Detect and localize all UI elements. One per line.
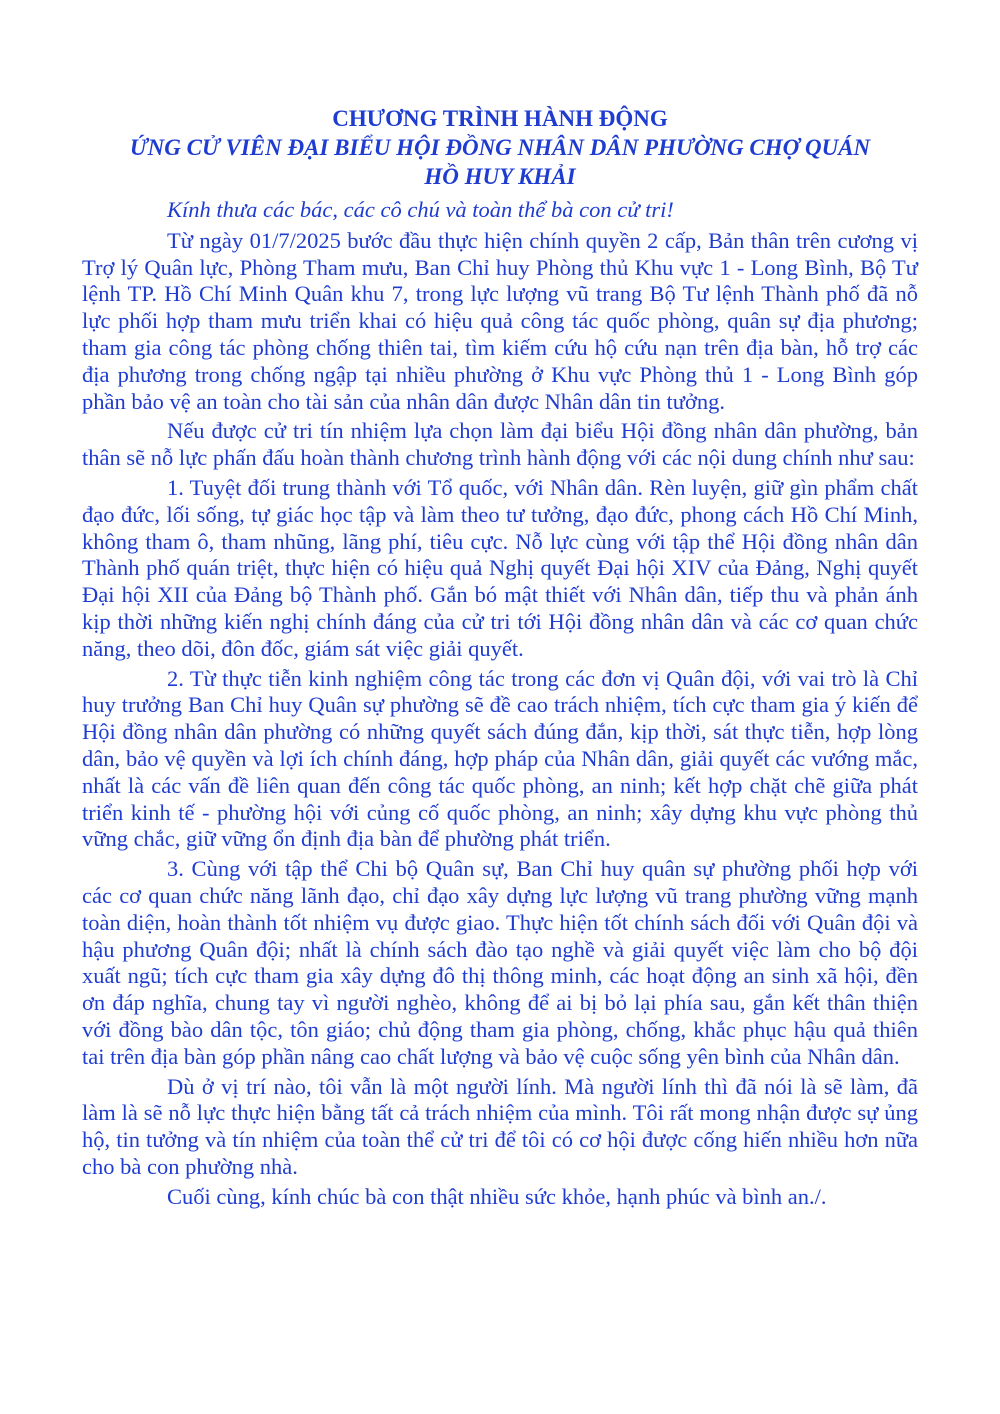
candidate-name: HỒ HUY KHẢI	[424, 164, 576, 189]
greeting-paragraph: Kính thưa các bác, các cô chú và toàn thể bà con cử tri!	[167, 197, 674, 222]
document-body	[82, 197, 918, 1210]
commitment-item-1: 1. Tuyệt đối trung thành với Tổ quốc, với Nhân dân. Rèn luyện, giữ gìn phẩm chất đạo đức, lối sống, tự giác học tập và làm theo tư tưởng, đạo đức, phong cách Hồ Chí Minh, không tham ô, tham nhũng, lãng phí, tiêu cực. Nỗ lực cùng với tập thể Hội đồng nhân dân Thành phố quán triệt, thực hiện có hiệu quả Nghị quyết Đại hội XIV của Đảng, Nghị quyết Đại hội XII của Đảng bộ Thành phố. Gắn bó mật thiết với Nhân dân, tiếp thu và phản ánh kịp thời những kiến nghị chính đáng của cử tri tới Hội đồng nhân dân và các cơ quan chức năng, theo dõi, đôn đốc, giám sát việc giải quyết.	[82, 474, 918, 661]
commitment-item-3: 3. Cùng với tập thể Chi bộ Quân sự, Ban Chỉ huy quân sự phường phối hợp với các cơ quan chức năng lãnh đạo, chỉ đạo xây dựng lực lượng vũ trang phường vững mạnh toàn diện, hoàn thành tốt nhiệm vụ được giao. Thực hiện tốt chính sách đối với Quân đội và hậu phương Quân đội; nhất là chính sách đào tạo nghề và giải quyết việc làm cho bộ đội xuất ngũ; tích cực tham gia xây dựng đô thị thông minh, các hoạt động an sinh xã hội, đền ơn đáp nghĩa, chung tay vì người nghèo, không để ai bị bỏ lại phía sau, gắn kết thân thiện với đồng bào dân tộc, tôn giáo; chủ động tham gia phòng, chống, khắc phục hậu quả thiên tai trên địa bàn góp phần nâng cao chất lượng và bảo vệ cuộc sống yên bình của Nhân dân.	[82, 856, 918, 1069]
document-title	[82, 104, 918, 191]
commitment-intro-paragraph: Nếu được cử tri tín nhiệm lựa chọn làm đại biểu Hội đồng nhân dân phường, bản thân sẽ nỗ lực phấn đấu hoàn thành chương trình hành động với các nội dung chính như sau:	[82, 418, 918, 471]
pledge-paragraph: Dù ở vị trí nào, tôi vẫn là một người lính. Mà người lính thì đã nói là sẽ làm, đã làm là sẽ nỗ lực thực hiện bằng tất cả trách nhiệm của mình. Tôi rất mong nhận được sự ủng hộ, tin tưởng và tín nhiệm của toàn thể cử tri để tôi có cơ hội được cống hiến nhiều hơn nữa cho bà con phường nhà.	[82, 1073, 918, 1179]
title-line-program: CHƯƠNG TRÌNH HÀNH ĐỘNG	[332, 106, 668, 131]
title-line-candidate: ỨNG CỬ VIÊN ĐẠI BIỂU HỘI ĐỒNG NHÂN DÂN PHƯỜNG CHỢ QUÁN	[129, 135, 871, 160]
intro-paragraph: Từ ngày 01/7/2025 bước đầu thực hiện chính quyền 2 cấp, Bản thân trên cương vị Trợ lý Quân lực, Phòng Tham mưu, Ban Chỉ huy Phòng thủ Khu vực 1 - Long Bình, Bộ Tư lệnh TP. Hồ Chí Minh Quân khu 7, trong lực lượng vũ trang Bộ Tư lệnh Thành phố đã nỗ lực phối hợp tham mưu triển khai có hiệu quả công tác quốc phòng, quân sự địa phương; tham gia công tác phòng chống thiên tai, tìm kiếm cứu hộ cứu nạn trên địa bàn, hỗ trợ các địa phương trong chống ngập tại nhiều phường ở Khu vực Phòng thủ 1 - Long Bình góp phần bảo vệ an toàn cho tài sản của nhân dân được Nhân dân tin tưởng.	[82, 227, 918, 414]
commitment-item-2: 2. Từ thực tiễn kinh nghiệm công tác trong các đơn vị Quân đội, với vai trò là Chỉ huy trưởng Ban Chỉ huy Quân sự phường sẽ đề cao trách nhiệm, tích cực tham gia ý kiến để Hội đồng nhân dân phường có những quyết sách đúng đắn, kịp thời, sát thực tiễn, hợp lòng dân, bảo vệ quyền và lợi ích chính đáng, hợp pháp của Nhân dân, giải quyết các vướng mắc, nhất là các vấn đề liên quan đến công tác quốc phòng, an ninh; kết hợp chặt chẽ giữa phát triển kinh tế - phường hội với củng cố quốc phòng, an ninh; xây dựng khu vực phòng thủ vững chắc, giữ vững ổn định địa bàn để phường phát triển.	[82, 665, 918, 852]
closing-paragraph: Cuối cùng, kính chúc bà con thật nhiều sức khỏe, hạnh phúc và bình an./.	[167, 1183, 827, 1209]
